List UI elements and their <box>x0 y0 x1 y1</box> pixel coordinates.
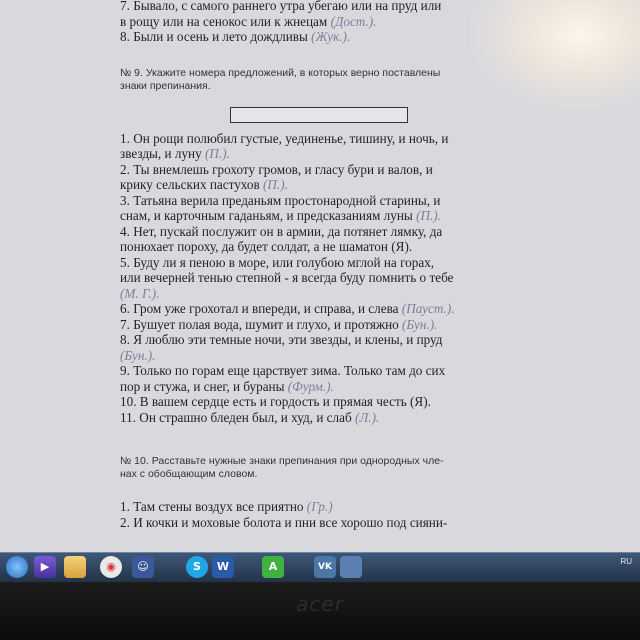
sentence-text: Только по горам еще царствует зима. Только там до сих <box>129 363 446 378</box>
monitor-bezel <box>0 582 640 640</box>
task-heading-line: знаки препинания. <box>120 79 211 92</box>
sentence-line <box>120 301 530 317</box>
author-source: (М. Г.). <box>120 285 160 301</box>
sentence-line <box>120 363 530 379</box>
sentence-line <box>120 224 530 240</box>
author-source: (Жук.). <box>311 29 351 44</box>
sentence-line <box>120 208 530 224</box>
sentence-text: пор и стужа, и снег, и бураны <box>120 378 288 394</box>
monitor-logo: acer <box>296 592 344 616</box>
sentence-number: 4. <box>120 223 130 239</box>
sentence-number: 6. <box>120 301 130 316</box>
sentence-line <box>120 0 530 14</box>
sentence-number: 7. <box>120 0 130 13</box>
start-orb-icon[interactable] <box>6 556 28 578</box>
sentence-number: 1. <box>120 130 130 146</box>
sentence-number: 8. <box>120 29 130 44</box>
sentence-line <box>120 14 530 30</box>
author-source: (Гр.) <box>306 499 333 514</box>
previous-task-lines <box>120 0 530 45</box>
sentence-line <box>120 410 530 426</box>
task10-heading <box>120 455 530 481</box>
author-source: (Бун.). <box>402 316 438 332</box>
sentence-text: Гром уже грохотал и впереди, и справа, и слева <box>129 301 402 316</box>
sentence-line <box>120 348 530 364</box>
sentence-line <box>120 379 530 395</box>
sentence-text: звезды, и луну <box>120 146 205 161</box>
sentence-line <box>120 499 530 515</box>
sentence-text: Были и осень и лето дождливы <box>129 29 312 44</box>
window-app-icon[interactable] <box>340 556 362 578</box>
sentence-line <box>120 255 530 271</box>
sentence-text: Там стены воздух все приятно <box>129 499 307 514</box>
sentence-text: Нет, пускай послужит он в армии, да потянет лямку, да <box>129 223 443 239</box>
sentence-line <box>120 239 530 255</box>
author-source: (П.). <box>205 146 230 161</box>
sentence-line <box>120 317 530 333</box>
author-source: (Л.). <box>354 409 380 425</box>
media-player-icon[interactable]: ▶ <box>34 556 56 578</box>
a-app-icon[interactable]: A <box>262 556 284 578</box>
chrome-icon[interactable]: ◉ <box>100 556 122 578</box>
sentence-number: 8. <box>120 332 130 347</box>
task9-heading <box>120 67 530 93</box>
author-source: (Пауст.). <box>401 301 455 316</box>
sentence-text: Я люблю эти темные ночи, эти звезды, и клены, и пруд <box>129 332 443 347</box>
sentence-line <box>120 286 530 302</box>
sentence-line <box>120 270 530 286</box>
sentence-text: Татьяна верила преданьям простонародной старины, и <box>129 192 441 208</box>
sentence-line <box>120 515 530 531</box>
author-source: (П.). <box>263 177 288 192</box>
sentence-text: или вечерней тенью степной - я всегда буду помнить о тебе <box>120 270 454 285</box>
sentence-number: 9. <box>120 363 130 378</box>
person-icon[interactable]: ☺ <box>132 556 154 578</box>
sentence-line <box>120 193 530 209</box>
task9-sentences <box>120 131 530 426</box>
windows-taskbar <box>0 552 640 583</box>
system-tray[interactable]: RU <box>620 557 632 566</box>
sentence-line <box>120 394 530 410</box>
sentence-text: в рощу или на сенокос или к жнецам <box>120 13 331 29</box>
document-page <box>120 0 530 530</box>
sentence-text: В вашем сердце есть и гордость и прямая честь (Я). <box>136 394 431 409</box>
sentence-number: 11. <box>120 409 136 425</box>
author-source: (Фурм.). <box>287 378 334 394</box>
sentence-number: 7. <box>120 316 130 332</box>
sentence-text: Бушует полая вода, шумит и глухо, и протяжно <box>129 316 403 332</box>
vk-icon[interactable]: VK <box>314 556 336 578</box>
skype-icon[interactable]: S <box>186 556 208 578</box>
sentence-text: Он рощи полюбил густые, уединенье, тишину, и ночь, и <box>129 130 449 146</box>
task-heading-line: нах с обобщающим словом. <box>120 468 258 480</box>
sentence-line <box>120 131 530 147</box>
sentence-number: 10. <box>120 394 137 409</box>
sentence-text: Буду ли я пеною в море, или голубою мглой на горах, <box>129 254 435 270</box>
sentence-line <box>120 29 530 45</box>
author-source: (Дост.). <box>330 13 377 29</box>
task-heading-line: № 10. Расставьте нужные знаки препинания при однородных чле- <box>120 455 444 467</box>
sentence-number: 2. <box>120 161 130 177</box>
sentence-line <box>120 177 530 193</box>
task-heading-line: № 9. Укажите номера предложений, в которых верно поставлены <box>120 66 441 79</box>
task10-sentences <box>120 499 530 530</box>
sentence-line <box>120 332 530 348</box>
sentence-number: 3. <box>120 192 130 208</box>
author-source: (Бун.). <box>120 347 156 363</box>
file-explorer-icon[interactable] <box>64 556 86 578</box>
sentence-number: 1. <box>120 499 130 514</box>
sentence-line <box>120 162 530 178</box>
sentence-text: Он страшно бледен был, и худ, и слаб <box>136 409 355 425</box>
sentence-number: 2. <box>120 514 130 530</box>
word-icon[interactable]: W <box>212 556 234 578</box>
author-source: (П.). <box>416 208 441 223</box>
sentence-text: И кочки и моховые болота и пни все хорошо под сияни- <box>129 514 448 530</box>
sentence-text: понюхает пороху, да будет солдат, а не шаматон (Я). <box>120 239 413 254</box>
sentence-text: снам, и карточным гаданьям, и предсказаниям луны <box>120 208 417 223</box>
sentence-text: крику сельских пастухов <box>120 177 263 192</box>
sentence-text: Ты внемлешь грохоту громов, и гласу бури и валов, и <box>129 161 433 177</box>
sentence-text: Бывало, с самого раннего утра убегаю или на пруд или <box>129 0 442 13</box>
sentence-line <box>120 146 530 162</box>
sentence-number: 5. <box>120 254 130 270</box>
answer-box[interactable] <box>230 107 408 123</box>
screen-glare <box>470 0 640 110</box>
